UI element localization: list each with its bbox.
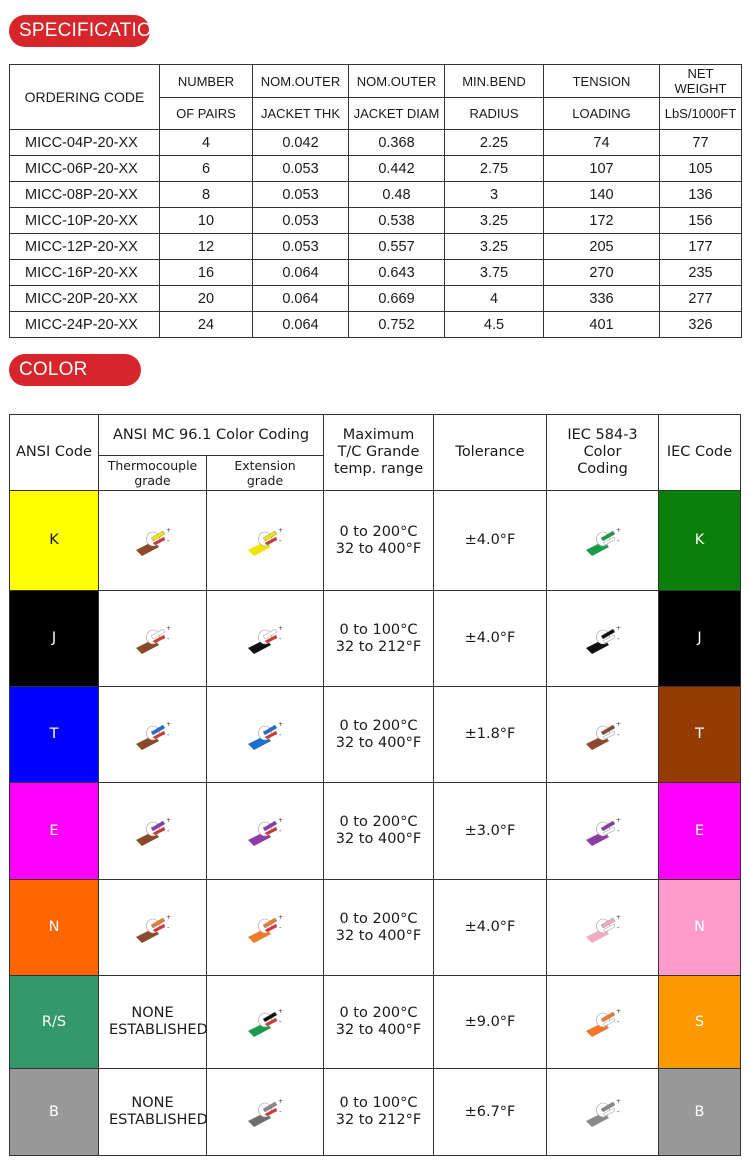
temp-range-fahrenheit: 32 to 212°F [335, 638, 422, 655]
temp-range-celsius: 0 to 200°C [339, 814, 418, 830]
ansi-code-swatch: E [10, 783, 99, 880]
svg-text:-: - [279, 730, 282, 739]
color-code-table [9, 414, 741, 1156]
spec-header-top: MIN.BEND [445, 65, 544, 98]
ansi-mc-header: ANSI MC 96.1 Color Coding [99, 415, 324, 456]
color-code-row [10, 880, 741, 976]
extension-grade-header: Extension grade [207, 456, 324, 491]
ordering-code-cell: MICC-20P-20-XX [10, 286, 160, 312]
spec-value-cell: 3.25 [445, 234, 544, 260]
svg-text:-: - [279, 827, 282, 835]
svg-text:+: + [165, 624, 171, 632]
svg-text:+: + [278, 720, 284, 728]
iec-coding-cell [547, 783, 659, 880]
spec-value-cell: 0.064 [253, 260, 349, 286]
svg-text:+: + [278, 526, 284, 534]
temp-range-cell [324, 1069, 434, 1156]
color-code-row [10, 491, 741, 591]
spec-value-cell: 2.75 [445, 156, 544, 182]
ansi-code-swatch: N [10, 880, 99, 976]
color-code-row [10, 976, 741, 1069]
spec-value-cell: 0.752 [349, 312, 445, 338]
temp-range-fahrenheit: 32 to 400°F [335, 831, 422, 847]
wire-connector-icon [245, 813, 285, 849]
temp-range-cell [324, 687, 434, 783]
spec-value-cell: 0.442 [349, 156, 445, 182]
color-code-row [10, 687, 741, 783]
svg-text:+: + [615, 913, 621, 921]
spec-value-cell: 0.669 [349, 286, 445, 312]
spec-value-cell: 401 [544, 312, 660, 338]
svg-text:+: + [165, 817, 171, 824]
max-range-header: Maximum T/C Grande temp. range [324, 415, 434, 491]
spec-value-cell: 12 [160, 234, 253, 260]
iec-coding-cell [547, 880, 659, 976]
spec-header-bottom: JACKET DIAM [349, 98, 445, 130]
spec-value-cell: 205 [544, 234, 660, 260]
svg-text:-: - [616, 634, 620, 643]
ordering-code-cell: MICC-06P-20-XX [10, 156, 160, 182]
wire-connector-icon [133, 717, 173, 753]
iec-code-swatch: S [659, 976, 741, 1069]
specification-title-badge: SPECIFICATION [9, 15, 150, 47]
svg-text:+: + [615, 526, 621, 534]
svg-text:+: + [165, 526, 171, 534]
spec-header-top: NET WEIGHT [660, 65, 742, 98]
ordering-code-cell: MICC-04P-20-XX [10, 130, 160, 156]
spec-header-top: NOM.OUTER [253, 65, 349, 98]
iec-coding-cell [547, 976, 659, 1069]
spec-value-cell: 177 [660, 234, 742, 260]
svg-text:+: + [615, 817, 621, 824]
spec-row [10, 234, 742, 260]
spec-value-cell: 3 [445, 182, 544, 208]
color-code-row [10, 1069, 741, 1156]
svg-text:+: + [615, 1008, 621, 1015]
tolerance-cell: ±1.8°F [434, 687, 547, 783]
temp-range-cell [324, 880, 434, 976]
thermocouple-grade-cell [99, 491, 207, 591]
iec-code-swatch: T [659, 687, 741, 783]
tolerance-cell: ±4.0°F [434, 880, 547, 976]
spec-value-cell: 8 [160, 182, 253, 208]
svg-text:-: - [616, 923, 620, 932]
svg-text:-: - [166, 827, 170, 835]
temp-range-celsius: 0 to 200°C [339, 1005, 418, 1021]
ansi-code-swatch: J [10, 591, 99, 687]
spec-value-cell: 77 [660, 130, 742, 156]
color-code-row [10, 591, 741, 687]
specification-rows [10, 130, 742, 338]
spec-value-cell: 336 [544, 286, 660, 312]
svg-text:+: + [278, 1098, 284, 1105]
svg-text:-: - [166, 730, 170, 739]
wire-connector-icon [245, 1004, 285, 1040]
spec-value-cell: 0.053 [253, 182, 349, 208]
spec-value-cell: 10 [160, 208, 253, 234]
spec-value-cell: 4.5 [445, 312, 544, 338]
ordering-code-cell: MICC-16P-20-XX [10, 260, 160, 286]
extension-grade-cell [207, 880, 324, 976]
temp-range-fahrenheit: 32 to 400°F [335, 927, 422, 944]
spec-value-cell: 0.368 [349, 130, 445, 156]
wire-connector-icon [245, 717, 285, 753]
spec-row [10, 312, 742, 338]
svg-text:-: - [279, 536, 282, 545]
spec-row [10, 156, 742, 182]
wire-connector-icon [583, 813, 623, 849]
tolerance-cell: ±3.0°F [434, 783, 547, 880]
spec-value-cell: 74 [544, 130, 660, 156]
wire-connector-icon [245, 621, 285, 657]
spec-value-cell: 140 [544, 182, 660, 208]
iec-coding-cell [547, 591, 659, 687]
spec-value-cell: 0.48 [349, 182, 445, 208]
spec-value-cell: 172 [544, 208, 660, 234]
ansi-code-swatch: R/S [10, 976, 99, 1069]
tolerance-cell: ±4.0°F [434, 491, 547, 591]
ordering-code-cell: MICC-08P-20-XX [10, 182, 160, 208]
spec-value-cell: 0.053 [253, 234, 349, 260]
spec-row [10, 130, 742, 156]
tolerance-cell: ±9.0°F [434, 976, 547, 1069]
svg-text:-: - [616, 1108, 620, 1116]
ansi-code-swatch: K [10, 491, 99, 591]
spec-value-cell: 0.538 [349, 208, 445, 234]
thermocouple-none-cell: NONE ESTABLISHED [99, 1069, 207, 1156]
wire-connector-icon [583, 523, 623, 559]
spec-row [10, 182, 742, 208]
spec-value-cell: 3.25 [445, 208, 544, 234]
spec-value-cell: 105 [660, 156, 742, 182]
wire-connector-icon [245, 910, 285, 946]
svg-text:+: + [278, 817, 284, 824]
wire-connector-icon [245, 1094, 285, 1130]
iec-coding-cell [547, 1069, 659, 1156]
svg-text:+: + [278, 913, 284, 921]
temp-range-cell [324, 491, 434, 591]
extension-grade-cell [207, 591, 324, 687]
spec-value-cell: 0.042 [253, 130, 349, 156]
spec-header-bottom: LbS/1000FT [660, 98, 742, 130]
extension-grade-cell [207, 687, 324, 783]
spec-header-bottom: RADIUS [445, 98, 544, 130]
wire-connector-icon [245, 523, 285, 559]
iec-code-swatch: N [659, 880, 741, 976]
svg-text:-: - [166, 923, 170, 932]
iec-coding-header: IEC 584-3 Color Coding [547, 415, 659, 491]
svg-text:+: + [278, 624, 284, 632]
svg-text:+: + [615, 1098, 621, 1105]
temp-range-cell [324, 591, 434, 687]
svg-text:-: - [279, 1018, 282, 1026]
spec-value-cell: 107 [544, 156, 660, 182]
ordering-code-cell: MICC-12P-20-XX [10, 234, 160, 260]
spec-value-cell: 156 [660, 208, 742, 234]
spec-value-cell: 0.557 [349, 234, 445, 260]
thermocouple-grade-cell [99, 783, 207, 880]
wire-connector-icon [583, 717, 623, 753]
svg-text:-: - [616, 1018, 620, 1026]
color-code-title-badge: COLOR CODE [9, 354, 141, 386]
spec-value-cell: 270 [544, 260, 660, 286]
svg-text:+: + [278, 1008, 284, 1015]
spec-value-cell: 24 [160, 312, 253, 338]
spec-value-cell: 3.75 [445, 260, 544, 286]
spec-header-top: TENSION [544, 65, 660, 98]
spec-row [10, 208, 742, 234]
spec-value-cell: 0.064 [253, 286, 349, 312]
spec-value-cell: 0.064 [253, 312, 349, 338]
iec-code-swatch: E [659, 783, 741, 880]
extension-grade-cell [207, 1069, 324, 1156]
ordering-code-header: ORDERING CODE [10, 65, 160, 130]
spec-value-cell: 235 [660, 260, 742, 286]
svg-text:-: - [279, 634, 282, 643]
ordering-code-cell: MICC-24P-20-XX [10, 312, 160, 338]
temp-range-celsius: 0 to 200°C [339, 717, 418, 734]
specification-table [9, 64, 742, 338]
wire-connector-icon [133, 523, 173, 559]
spec-header-bottom: JACKET THK [253, 98, 349, 130]
spec-value-cell: 0.053 [253, 156, 349, 182]
spec-value-cell: 4 [160, 130, 253, 156]
temp-range-celsius: 0 to 200°C [339, 523, 418, 540]
wire-connector-icon [133, 621, 173, 657]
extension-grade-cell [207, 976, 324, 1069]
svg-text:-: - [279, 923, 282, 932]
temp-range-fahrenheit: 32 to 212°F [335, 1112, 422, 1128]
spec-value-cell: 0.643 [349, 260, 445, 286]
svg-text:-: - [616, 536, 620, 545]
iec-code-swatch: J [659, 591, 741, 687]
iec-code-header: IEC Code [659, 415, 741, 491]
extension-grade-cell [207, 491, 324, 591]
color-code-rows [10, 491, 741, 1156]
svg-text:-: - [279, 1108, 282, 1116]
ansi-code-header: ANSI Code [10, 415, 99, 491]
tolerance-header: Tolerance [434, 415, 547, 491]
wire-connector-icon [133, 910, 173, 946]
spec-value-cell: 136 [660, 182, 742, 208]
svg-text:+: + [165, 720, 171, 728]
color-code-row [10, 783, 741, 880]
spec-value-cell: 4 [445, 286, 544, 312]
wire-connector-icon [583, 1094, 623, 1130]
spec-row [10, 286, 742, 312]
thermocouple-none-cell: NONE ESTABLISHED [99, 976, 207, 1069]
spec-header-top: NOM.OUTER [349, 65, 445, 98]
spec-header-top: NUMBER [160, 65, 253, 98]
temp-range-celsius: 0 to 200°C [339, 910, 418, 927]
spec-row [10, 260, 742, 286]
ansi-code-swatch: T [10, 687, 99, 783]
svg-text:+: + [165, 913, 171, 921]
temp-range-cell [324, 976, 434, 1069]
temp-range-fahrenheit: 32 to 400°F [335, 540, 422, 557]
thermocouple-grade-header: Thermocouple grade [99, 456, 207, 491]
spec-value-cell: 0.053 [253, 208, 349, 234]
tolerance-cell: ±4.0°F [434, 591, 547, 687]
spec-value-cell: 16 [160, 260, 253, 286]
temp-range-celsius: 0 to 100°C [339, 1095, 418, 1111]
iec-code-swatch: K [659, 491, 741, 591]
spec-header-bottom: OF PAIRS [160, 98, 253, 130]
iec-coding-cell [547, 687, 659, 783]
temp-range-celsius: 0 to 100°C [339, 621, 418, 638]
temp-range-fahrenheit: 32 to 400°F [335, 1022, 422, 1038]
spec-value-cell: 326 [660, 312, 742, 338]
spec-value-cell: 277 [660, 286, 742, 312]
extension-grade-cell [207, 783, 324, 880]
spec-value-cell: 2.25 [445, 130, 544, 156]
svg-text:+: + [615, 624, 621, 632]
wire-connector-icon [583, 910, 623, 946]
ansi-code-swatch: B [10, 1069, 99, 1156]
svg-text:-: - [616, 730, 620, 739]
thermocouple-grade-cell [99, 880, 207, 976]
wire-connector-icon [133, 813, 173, 849]
svg-text:+: + [615, 720, 621, 728]
svg-text:-: - [166, 536, 170, 545]
temp-range-cell [324, 783, 434, 880]
tolerance-cell: ±6.7°F [434, 1069, 547, 1156]
spec-value-cell: 6 [160, 156, 253, 182]
spec-value-cell: 20 [160, 286, 253, 312]
iec-code-swatch: B [659, 1069, 741, 1156]
iec-coding-cell [547, 491, 659, 591]
thermocouple-grade-cell [99, 687, 207, 783]
wire-connector-icon [583, 621, 623, 657]
ordering-code-cell: MICC-10P-20-XX [10, 208, 160, 234]
svg-text:-: - [166, 634, 170, 643]
temp-range-fahrenheit: 32 to 400°F [335, 734, 422, 751]
spec-header-bottom: LOADING [544, 98, 660, 130]
wire-connector-icon [583, 1004, 623, 1040]
svg-text:-: - [616, 827, 620, 835]
thermocouple-grade-cell [99, 591, 207, 687]
